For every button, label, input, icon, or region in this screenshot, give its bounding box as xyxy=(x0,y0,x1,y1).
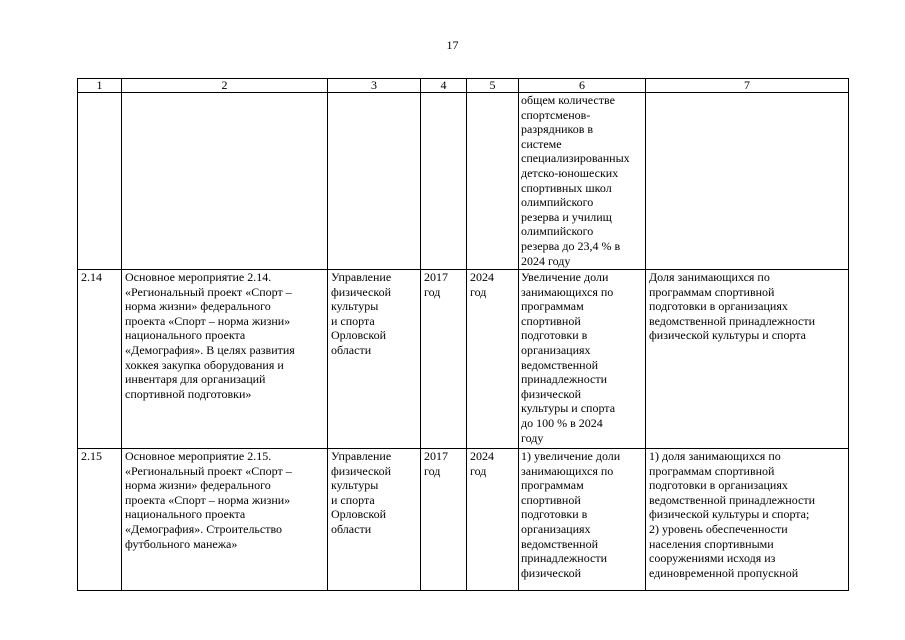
column-header-6: 6 xyxy=(519,79,646,93)
cell-start-year: 2017 год xyxy=(421,449,467,591)
table-row-continuation xyxy=(78,93,849,270)
cell-end-year: 2024 год xyxy=(467,270,519,449)
cell-executor xyxy=(328,93,421,270)
cell-number: 2.14 xyxy=(78,270,122,449)
table-row xyxy=(78,270,849,449)
cell-measure xyxy=(122,93,328,270)
column-header-2: 2 xyxy=(122,79,328,93)
cell-executor: Управление физической культуры и спорта Орловской области xyxy=(328,270,421,449)
cell-indicator: 1) доля занимающихся по программам спортивной подготовки в организациях ведомственной принадлежности физической культуры и спорта; 2) уровень обеспеченности населения спортивными сооружениями исходя из единовременной пропускной xyxy=(646,449,849,591)
cell-indicator: Доля занимающихся по программам спортивной подготовки в организациях ведомственной принадлежности физической культуры и спорта xyxy=(646,270,849,449)
column-header-4: 4 xyxy=(421,79,467,93)
table-row xyxy=(78,449,849,591)
cell-number xyxy=(78,93,122,270)
cell-start-year xyxy=(421,93,467,270)
column-header-5: 5 xyxy=(467,79,519,93)
cell-measure: Основное мероприятие 2.15. «Региональный проект «Спорт – норма жизни» федерального проекта «Спорт – норма жизни» национального проекта «Демография». Строительство футбольного манежа» xyxy=(122,449,328,591)
cell-start-year: 2017 год xyxy=(421,270,467,449)
cell-number: 2.15 xyxy=(78,449,122,591)
cell-end-year xyxy=(467,93,519,270)
page-number: 17 xyxy=(446,38,459,52)
column-header-7: 7 xyxy=(646,79,849,93)
column-number-row xyxy=(78,79,849,93)
cell-executor: Управление физической культуры и спорта Орловской области xyxy=(328,449,421,591)
cell-expected-result: 1) увеличение доли занимающихся по программам спортивной подготовки в организациях ведомственной принадлежности физической xyxy=(519,449,646,591)
cell-indicator xyxy=(646,93,849,270)
cell-expected-result: общем количестве спортсменов- разрядников в системе специализированных детско-юношеских спортивных школ олимпийского резерва и училищ олимпийского резерва до 23,4 % в 2024 году xyxy=(519,93,646,270)
column-header-1: 1 xyxy=(78,79,122,93)
measures-table xyxy=(77,78,849,591)
column-header-3: 3 xyxy=(328,79,421,93)
cell-expected-result: Увеличение доли занимающихся по программам спортивной подготовки в организациях ведомственной принадлежности физической культуры и спорта до 100 % в 2024 году xyxy=(519,270,646,449)
cell-measure: Основное мероприятие 2.14. «Региональный проект «Спорт – норма жизни» федерального проекта «Спорт – норма жизни» национального проекта «Демография». В целях развития хоккея закупка оборудования и инвентаря для организаций спортивной подготовки» xyxy=(122,270,328,449)
cell-end-year: 2024 год xyxy=(467,449,519,591)
